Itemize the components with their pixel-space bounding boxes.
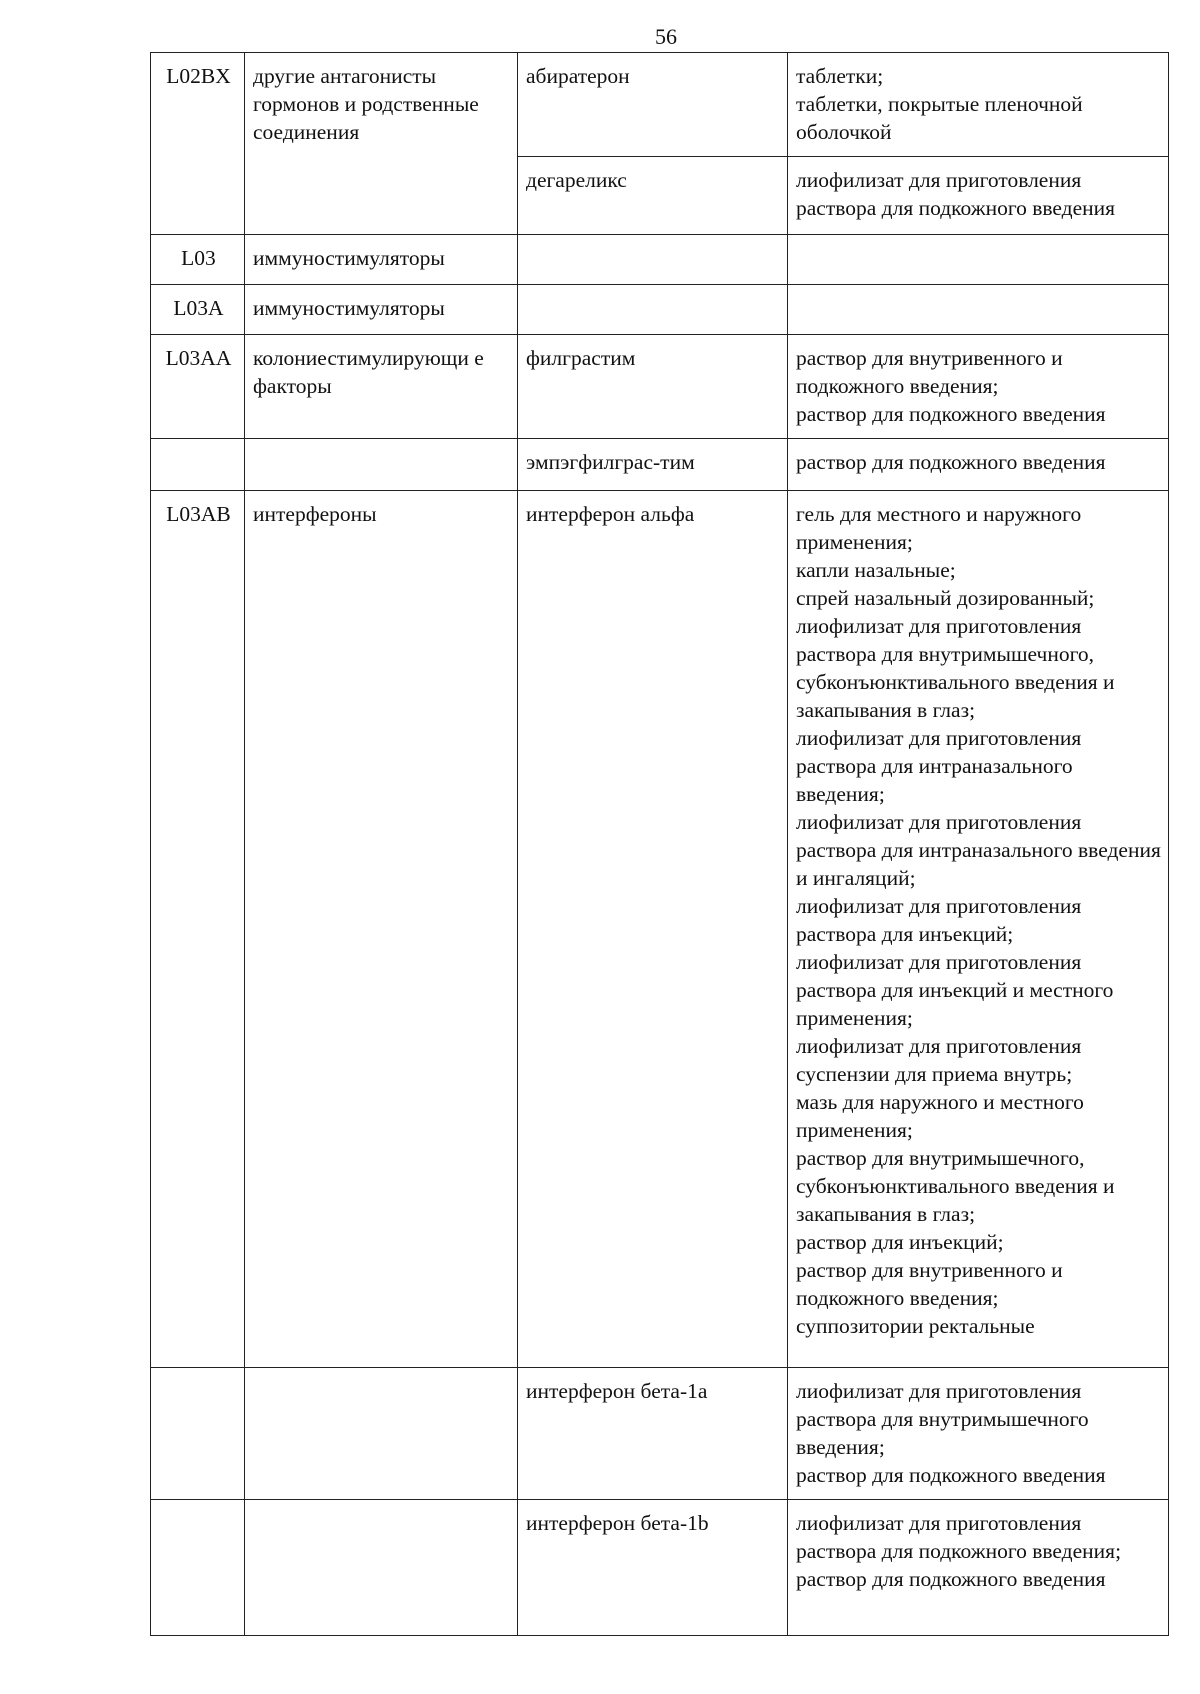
dosage-form: раствор для подкожного введения <box>796 402 1106 426</box>
dosage-form: таблетки, покрытые пленочной оболочкой <box>796 92 1083 144</box>
atc-group-name <box>245 1500 518 1636</box>
drug-inn <box>518 285 788 335</box>
atc-group-name: другие антагонисты гормонов и родственные соединения <box>245 53 518 235</box>
dosage-form: лиофилизат для приготовления раствора для подкожного введения <box>796 168 1116 220</box>
atc-group-name: колониестимулирующи е факторы <box>245 335 518 439</box>
table-row <box>151 335 1169 439</box>
page-number: 56 <box>655 24 677 49</box>
dosage-form: лиофилизат для приготовления раствора для инъекций; <box>796 894 1082 946</box>
dosage-form: лиофилизат для приготовления раствора для интраназального введения; <box>796 726 1082 806</box>
table-row <box>151 439 1169 491</box>
dosage-form: гель для местного и наружного применения; <box>796 502 1082 554</box>
atc-code <box>151 1368 245 1500</box>
atc-code: L03AB <box>151 491 245 1368</box>
atc-group-name: иммуностимуляторы <box>245 235 518 285</box>
dosage-form: мазь для наружного и местного применения; <box>796 1090 1084 1142</box>
dosage-forms <box>788 1368 1169 1500</box>
dosage-form: таблетки; <box>796 64 884 88</box>
dosage-form: раствор для внутримышечного, субконъюнктивального введения и закапывания в глаз; <box>796 1146 1115 1226</box>
table-body <box>151 53 1169 1636</box>
dosage-forms <box>788 491 1169 1368</box>
dosage-form: суппозитории ректальные <box>796 1314 1035 1338</box>
dosage-forms <box>788 235 1169 285</box>
drug-inn <box>518 235 788 285</box>
atc-code <box>151 439 245 491</box>
drug-inn: эмпэгфилграс-тим <box>518 439 788 491</box>
dosage-form: лиофилизат для приготовления раствора для внутримышечного, субконъюнктивального введения и закапывания в глаз; <box>796 614 1115 722</box>
table-row <box>151 491 1169 1368</box>
dosage-form: раствор для инъекций; <box>796 1230 1004 1254</box>
atc-group-name: интерфероны <box>245 491 518 1368</box>
table-row <box>151 1368 1169 1500</box>
dosage-form: спрей назальный дозированный; <box>796 586 1095 610</box>
dosage-forms <box>788 53 1169 157</box>
table-row <box>151 1500 1169 1636</box>
atc-code <box>151 1500 245 1636</box>
dosage-form: капли назальные; <box>796 558 956 582</box>
dosage-form: лиофилизат для приготовления суспензии для приема внутрь; <box>796 1034 1082 1086</box>
dosage-forms <box>788 1500 1169 1636</box>
dosage-form: раствор для внутривенного и подкожного введения; <box>796 346 1063 398</box>
dosage-forms <box>788 335 1169 439</box>
atc-code: L02BX <box>151 53 245 235</box>
atc-code: L03AA <box>151 335 245 439</box>
atc-code: L03 <box>151 235 245 285</box>
atc-group-name <box>245 1368 518 1500</box>
table-row <box>151 235 1169 285</box>
dosage-forms <box>788 285 1169 335</box>
drug-inn: интерферон бета-1a <box>518 1368 788 1500</box>
drug-inn: абиратерон <box>518 53 788 157</box>
dosage-form: лиофилизат для приготовления раствора для инъекций и местного применения; <box>796 950 1114 1030</box>
drug-inn: интерферон альфа <box>518 491 788 1368</box>
dosage-form: лиофилизат для приготовления раствора для внутримышечного введения; <box>796 1379 1089 1459</box>
drug-inn: филграстим <box>518 335 788 439</box>
table-row <box>151 285 1169 335</box>
table-row <box>151 53 1169 157</box>
dosage-forms <box>788 157 1169 235</box>
atc-group-name: иммуностимуляторы <box>245 285 518 335</box>
dosage-form: раствор для подкожного введения <box>796 1567 1106 1591</box>
drug-list-table <box>150 52 1169 1636</box>
atc-code: L03A <box>151 285 245 335</box>
dosage-form: лиофилизат для приготовления раствора для интраназального введения и ингаляций; <box>796 810 1161 890</box>
dosage-form: раствор для подкожного введения <box>796 1463 1106 1487</box>
dosage-form: раствор для внутривенного и подкожного введения; <box>796 1258 1063 1310</box>
dosage-form: лиофилизат для приготовления раствора для подкожного введения; <box>796 1511 1122 1563</box>
dosage-form: раствор для подкожного введения <box>796 450 1106 474</box>
drug-inn: дегареликс <box>518 157 788 235</box>
drug-inn: интерферон бета-1b <box>518 1500 788 1636</box>
atc-group-name <box>245 439 518 491</box>
dosage-forms <box>788 439 1169 491</box>
